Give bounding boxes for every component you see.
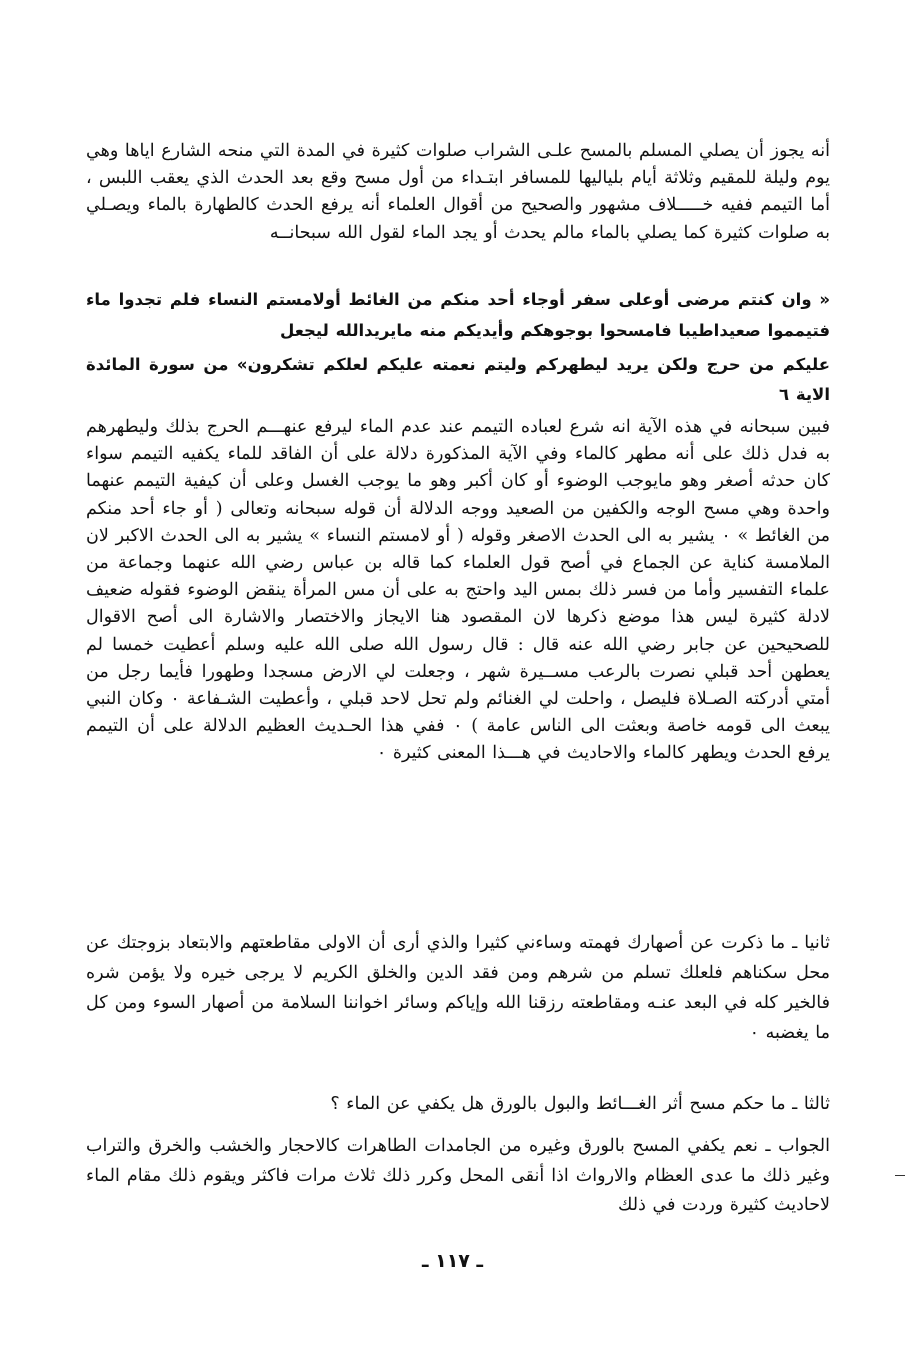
third-question: ثالثا ـ ما حكم مسح أثر الغـــائط والبول بالورق هل يكفي عن الماء ؟	[330, 1094, 830, 1114]
paragraph-explanation: فبين سبحانه في هذه الآية انه شرع لعباده التيمم عند عدم الماء ليرفع عنهـــم الحرج بذلك وليطهرهم به فدل ذلك على أنه مطهر كالماء وفي الآية المذكورة دلالة على أن الفاقد للماء يكفيه التيمم سواء كان حدثه أصغر وهو مايوجب الوضوء أو كان أكبر وهو ما يوجب الغسل وعلى أن كيفية التيمم عنهما واحدة وهي مسح الوجه والكفين من الصعيد ووجه الدلالة أن قوله سبحانه وتعالى ( أو جاء أحد منكم من الغائط » ٠ يشير به الى الحدث الاصغر وقوله ( أو لامستم النساء » يشير به الى الحدث الاكبر لان الملامسة كناية عن الجماع في أصح قول العلماء كما قاله بن عباس رضي الله عنهما وجماعة من علماء التفسير وأما من فسر ذلك بمس اليد واحتج به على أن مس المرأة ينقض الوضوء فقوله ضعيف لادلة كثيرة ليس هذا موضع ذكرها لان المقصود هنا الايجاز والاختصار والاشارة الى أصح الاقوال للصحيحين عن جابر رضي الله عنه قال : قال رسول الله صلى الله عليه وسلم أعطيت خمسا لم يعطهن أحد قبلي نصرت بالرعب مســيرة شهر ، وجعلت لي الارض مسجدا وطهورا فأيما رجل من أمتي أدركته الصـلاة فليصل ، واحلت لي الغنائم ولم تحل لاحد قبلي ، وأعطيت الشـفاعة ٠ وكان النبي يبعث الى قومه خاصة وبعثت الى الناس عامة ) ٠ ففي هذا الحـديث العظيم الدلالة على أن التيمم يرفع الحدث ويطهر كالماء والاحاديث في هـــذا المعنى كثيرة ٠	[86, 417, 830, 764]
page-number: ـ ١١٧ ـ	[421, 1250, 483, 1272]
third-answer: الجواب ـ نعم يكفي المسح بالورق وغيره من الجامدات الطاهرات كالاحجار والخشب والخرق والتراب وغير ذلك ما عدى العظام والارواث اذا أنقى المحل وكرر ذلك ثلاث مرات فاكثر ويقوم ذلك مقام الماء لاحاديث كثيرة وردت في ذلك	[86, 1136, 830, 1215]
quran-quote-part1: « وان كنتم مرضى أوعلى سفر أوجاء أحد منكم من الغائط أولامستم النساء فلم تجدوا ماء فتيمموا صعيداطيبا فامسحوا بوجوهكم وأيديكم منه مايريدالله ليجعل	[86, 290, 830, 340]
quran-quote-part2: عليكم من حرج ولكن يريد ليطهركم وليتم نعمته عليكم لعلكم تشكرون» من سورة المائدة الاية ٦	[86, 355, 830, 404]
margin-mark	[895, 1175, 905, 1176]
paragraph-second-answer: ثانيا ـ ما ذكرت عن أصهارك فهمته وساءني كثيرا والذي أرى أن الاولى مقاطعتهم والابتعاد بزوجتك عن محل سكناهم فلعلك تسلم من شرهم ومن فقد الدين والخلق الكريم لا يرجى خيره ولا يؤمن شره فالخير كله في البعد عنـه ومقاطعته رزقنا الله وإياكم وسائر اخواننا السلامة من أصهار السوء ومن كل ما يغضبه ٠	[86, 933, 830, 1043]
paragraph-tayammum-intro: أنه يجوز أن يصلي المسلم بالمسح علـى الشراب صلوات كثيرة في المدة التي منحه الشارع اياها وهي يوم وليلة للمقيم وثلاثة أيام بلياليها للمسافر ابتـداء من أول مسح وقع بعد الحدث الذي يعقب اللبس ، أما التيمم ففيه خـــــلاف مشهور والصحيح من أقوال العلماء أنه يرفع الحدث كالطهارة بالماء ويصـلي به صلوات كثيرة كما يصلي بالماء مالم يحدث أو يجد الماء لقول الله سبحانــه	[86, 141, 830, 243]
